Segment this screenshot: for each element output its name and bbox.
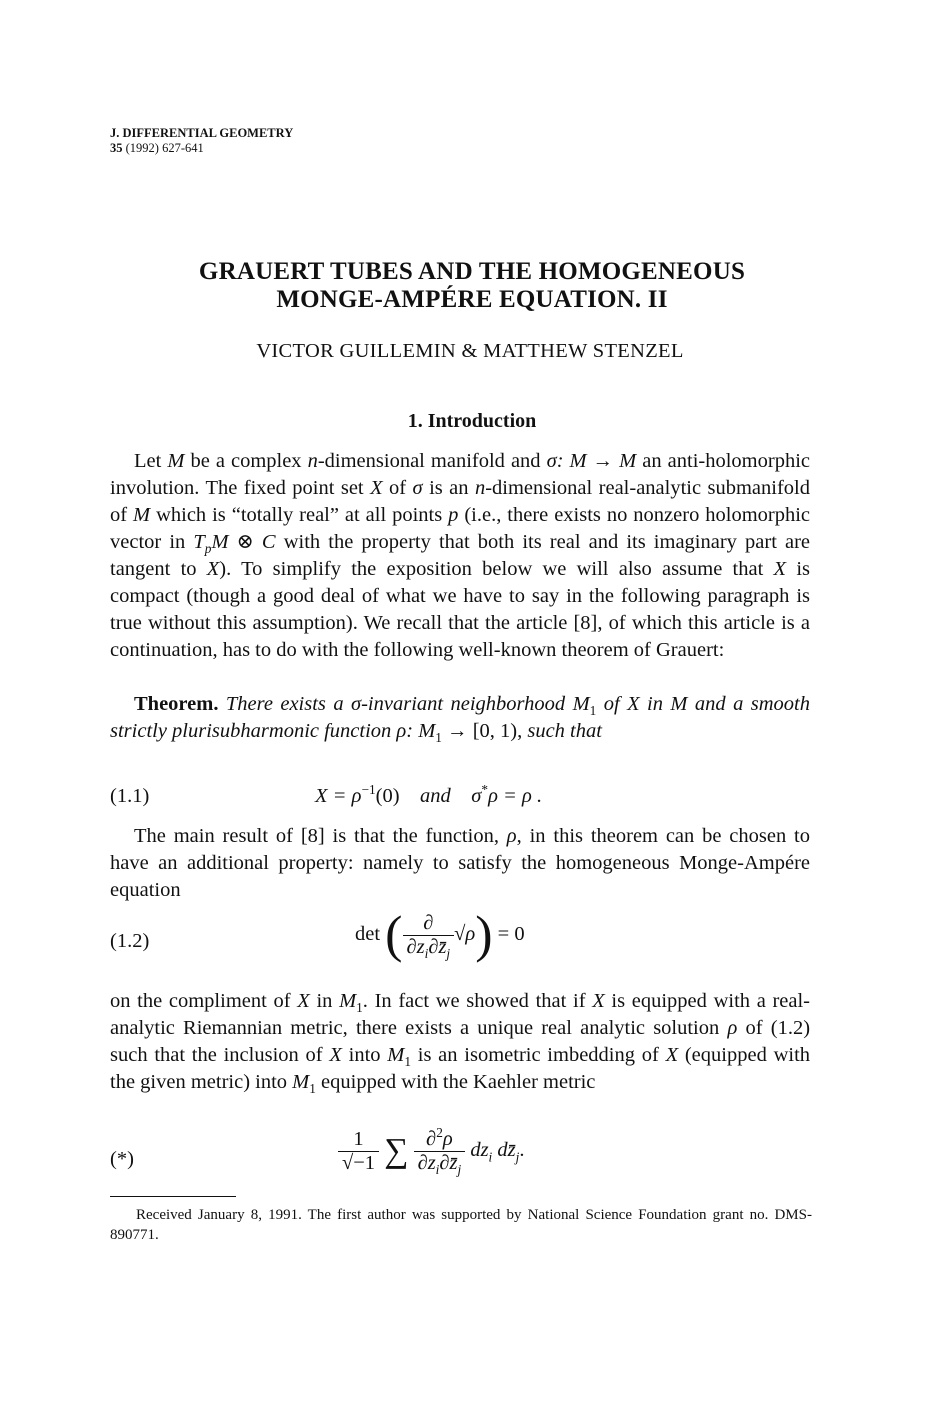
theorem: Theorem. There exists a σ-invariant neighborhood $M_1$ of X in M and a smooth strictly plurisubharmonic function ρ: $M_1 \to [0$, 1), such that — [110, 693, 810, 746]
theorem-label: Theorem. — [134, 693, 219, 715]
journal-volume-line — [110, 141, 293, 156]
journal-volume: 35 — [110, 141, 123, 155]
equation-1-1 — [110, 782, 810, 815]
footnote-rule — [110, 1196, 236, 1197]
journal-name: J. DIFFERENTIAL GEOMETRY — [110, 126, 294, 140]
journal-year-pages: (1992) 627-641 — [125, 141, 204, 155]
equation-body: $\frac{1}{√-1}$ ∑ $\frac{\partial^2\rho}{\partial z_i\partial z̄_j}$ $dz_i$ $dz̄_j$. — [338, 1128, 524, 1175]
equation-star — [110, 1125, 810, 1190]
title-line-1: GRAUERT TUBES AND THE HOMOGENEOUS — [198, 258, 746, 285]
journal-header — [110, 126, 293, 156]
equation-body: $X = \rho^{-1}(0)$ and σ*ρ = ρ . — [315, 782, 543, 807]
equation-number: (*) — [110, 1148, 134, 1170]
paragraph-compliment: on the compliment of X in $M_1$. In fact we showed that if X is equipped with a real-analytic Riemannian metric, there exists a unique real analytic solution ρ of (1.2) such that the inclusion of X into $M_1$ is an isometric imbedding of X (equipped with the given metric) into $M_1$ equipped with the Kaehler metric — [110, 990, 811, 1097]
equation-number: (1.1) — [110, 785, 150, 807]
section-heading — [0, 410, 944, 433]
equation-1-2 — [110, 906, 810, 982]
paper-title — [0, 258, 944, 314]
intro-paragraph: Let M be a complex n-dimensional manifold and σ: M → M an anti-holomorphic involution. The fixed point set X of σ is an n-dimensional real-analytic submanifold of M which is “totally real” at all points p (i.e., there exists no nonzero holomorphic vector in $T_pM$ ⊗ C with the property that both its real and its imaginary part are tangent to X). To simplify the exposition below we will also assume that X is compact (though a good deal of what we have to say in the following paragraph is true without this assumption). We recall that the article [8], of which this article is a continuation, has to do with the following well-known theorem of Grauert: — [110, 450, 811, 661]
section-title: Introduction — [427, 410, 537, 432]
paragraph-main-result: The main result of [8] is that the function, ρ, in this theorem can be chosen to have an additional property: namely to satisfy the homogeneous Monge-Ampére equation — [110, 825, 810, 901]
section-number: 1. — [407, 410, 423, 432]
title-line-2: MONGE-AMPÉRE EQUATION. II — [276, 286, 668, 313]
authors: VICTOR GUILLEMIN & MATTHEW STENZEL — [256, 340, 684, 362]
equation-body: det ( $\frac{\partial}{\partial z_i\partial z̄_j}$ √ρ) = 0 — [355, 906, 525, 964]
footnote: Received January 8, 1991. The first author was supported by National Science Foundation grant no. DMS-890771. — [110, 1207, 812, 1243]
equation-number: (1.2) — [110, 930, 150, 952]
